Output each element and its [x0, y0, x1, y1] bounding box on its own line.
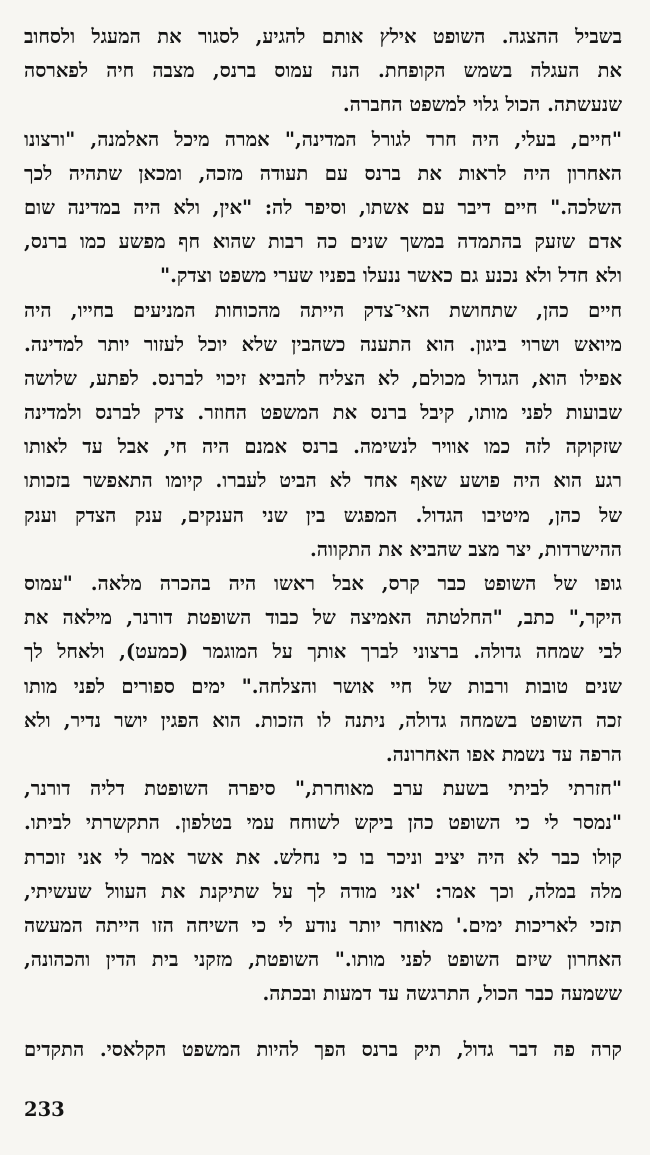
text-line: זכה השופט בשמחה גדולה, ניתנה לו הזכות. הוא הפגין יושר נדיר, ולא [24, 708, 622, 732]
text-line: מיואש ושרוי ביגון. הוא התענה כשהבין שלא יוכל לעזור יותר למדינה. [24, 332, 622, 356]
text-line: גופו של השופט כבר קרס, אבל ראשו היה בהכרה מלאה. "עמוס [24, 572, 622, 595]
text-line: חיים כהן, שתחושת האי־צדק הייתה מהכוחות המניעים בחייו, היה [24, 298, 622, 322]
text-line: אדם שזעק בהתמדה במשך שנים כה רבות שהוא חף מפשע כמו ברנס, [24, 230, 622, 254]
text-line: אפילו הוא, הגדול מכולם, לא הצליח להביא זיכוי לברנס. לפתע, שלושה [24, 366, 622, 390]
text-line: השלכה." חיים דיבר עם אשתו, וסיפר לה: "אין, ולא היה במדינה שום [24, 195, 622, 219]
text-line: שנעשתה. הכול גלוי למשפט החברה. [342, 93, 622, 117]
text-line: רגע הוא היה פושע שאף אחד לא הביט לעברו. קיומו התאפשר בזכותו [24, 469, 622, 493]
text-line: תזכי לאריכות ימים.' מאוחר יותר נודע לי כי השיחה הזו הייתה המעשה [24, 913, 622, 937]
text-line: קולו כבר לא היה יציב וניכר בו כי נחלש. את אשר אמר לי אני זוכרת [24, 845, 622, 869]
text-line: בשביל ההצגה. השופט אילץ אותם להגיע, לסגור את המעגל ולסחוב [24, 25, 622, 48]
body-text [24, 20, 622, 1068]
text-line: לבי שמחה גדולה. ברצוני לברך אותך על המוגמר (כמעט), ולאחל לך [24, 640, 622, 664]
text-line: שבועות לפני מותו, קיבל ברנס את המשפט החוזר. צדק לברנס ולמדינה [24, 401, 622, 425]
text-line: "חיים, בעלי, היה חרד לגורל המדינה," אמרה מיכל האלמנה, "ורצונו [24, 127, 622, 151]
text-line: את העגלה בשמש הקופחת. הנה עמוס ברנס, מצבה חיה לפארסה [24, 59, 622, 83]
text-line: ההישרדות, יצר מצב שהביא את התקווה. [310, 537, 622, 561]
text-line: ששמעה כבר הכול, התרגשה עד דמעות ובכתה. [262, 982, 622, 1006]
text-line: קרה פה דבר גדול, תיק ברנס הפך להיות המשפט הקלאסי. התקדים [24, 1038, 622, 1062]
text-line: מלה במלה, וכך אמר: 'אני מודה לך על שתיקנת את העוול שעשיתי, [24, 879, 622, 903]
text-line: "נמסר לי כי השופט כהן ביקש לשוחח עמי בטלפון. התקשרתי לביתו. [24, 811, 622, 835]
text-line: האחרון היה לראות את ברנס עם תעודה מזכה, ומכאן שתהיה לכך [24, 161, 622, 185]
text-line: הרפה עד נשמת אפו האחרונה. [385, 742, 622, 766]
page-number: 233 [24, 1098, 65, 1121]
text-line: "חזרתי לביתי בשעת ערב מאוחרת," סיפרה השופטת דליה דורנר, [24, 777, 622, 801]
text-line: ולא חדל ולא נכנע גם כאשר ננעלו בפניו שערי משפט וצדק." [159, 264, 622, 288]
text-line: האחרון שיזם השופט לפני מותו." השופטת, מזקני בית הדין והכהונה, [24, 948, 622, 972]
text-line: של כהן, מיטיבו הגדול. המפגש בין שני הענקים, ענק הצדק וענק [24, 503, 622, 527]
text-line: היקר," כתב, "החלטתה האמיצה של כבוד השופטת דורנר, מילאה את [24, 606, 622, 630]
text-line: שנים טובות ורבות של חיי אושר והצלחה." ימים ספורים לפני מותו [24, 674, 622, 698]
text-line: שזקוקה לזה כמו אוויר לנשימה. ברנס אמנם היה חי, אבל עד לאותו [24, 435, 622, 459]
